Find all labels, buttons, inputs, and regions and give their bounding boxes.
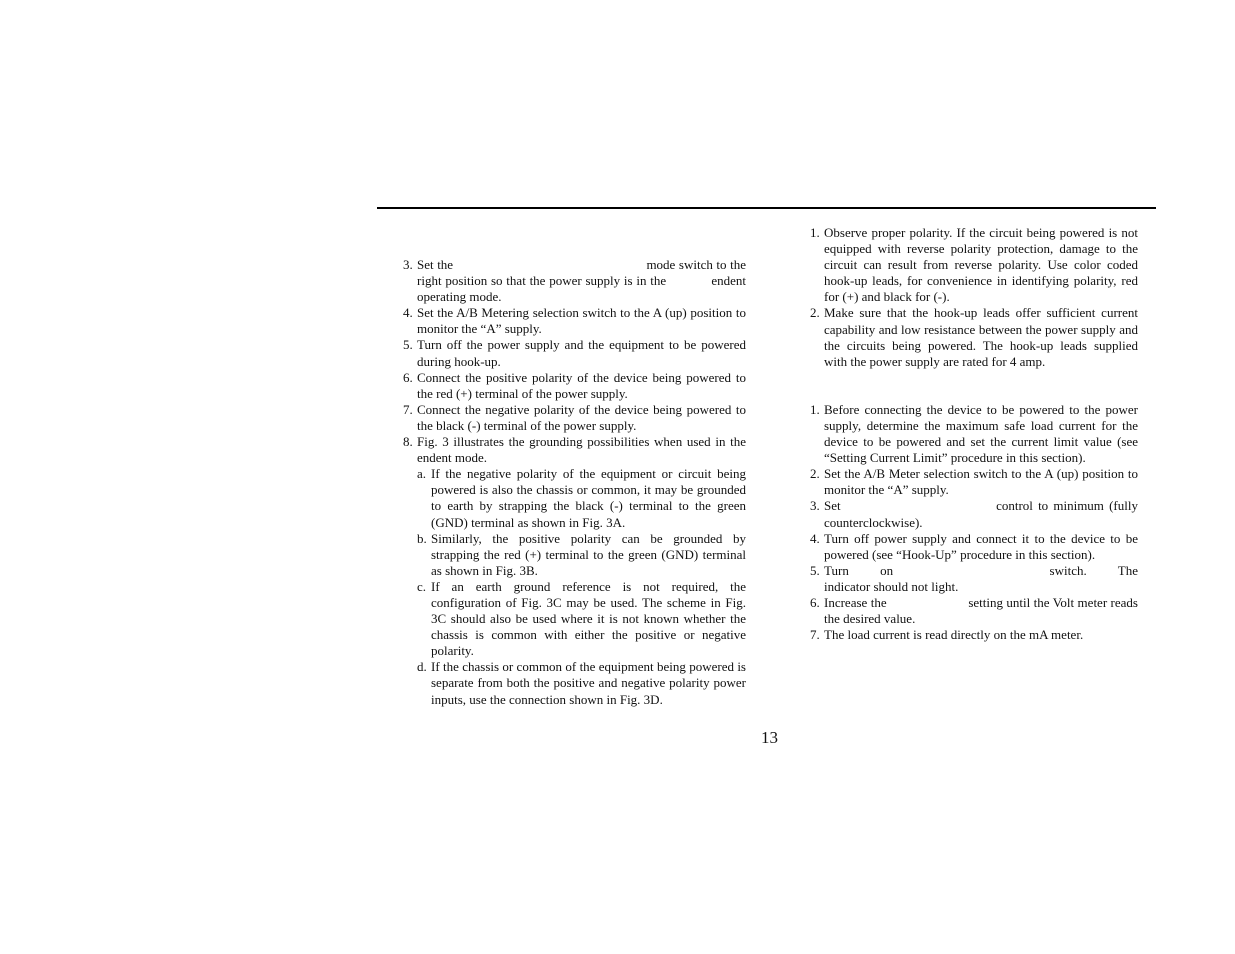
list-item: 1. Observe proper polarity. If the circuit being powered is not equipped with reverse polarity protection, damage to the circuit can result from reverse polarity. Use color coded hook-up leads, for convenience in identifying polarity, red for (+) and black for (-). — [810, 225, 1138, 305]
item-text: Set the A/B Meter selection switch to the A (up) position to monitor the “A” supply. — [824, 466, 1138, 498]
item-text: Before connecting the device to be powered to the power supply, determine the maximum safe load current for the device to be powered and set the current limit value (see “Setting Current Limit” procedure in this section). — [824, 401, 1138, 466]
sub-item-text: If the negative polarity of the equipment or circuit being powered is also the chassis or common, it may be grounded to earth by strapping the black (-) terminal to the green (GND) terminal as shown in Fig. 3A. — [431, 466, 746, 530]
list-item: 7. The load current is read directly on the mA meter. — [810, 627, 1084, 643]
item-text: The load current is read directly on the mA meter. — [824, 627, 1084, 643]
item-text: Set the A/B Metering selection switch to the A (up) position to monitor the “A” supply. — [417, 305, 746, 337]
item-text: Turn on switch. The indicator should not light. — [824, 562, 1229, 594]
list-item: 6. Increase the setting until the Volt meter reads the desired value. — [810, 594, 1142, 627]
item-text: Set the mode switch to the right position so that the power supply is in the endent operating mode. — [417, 257, 750, 305]
page-number: 13 — [761, 728, 778, 747]
list-item: 2. Make sure that the hook-up leads offer sufficient current capability and low resistance between the power supply and the circuits being powered. The hook-up leads supplied with the power supply are rated for 4 amp. — [810, 305, 1138, 369]
item-text: Connect the positive polarity of the device being powered to the red (+) terminal of the power supply. — [417, 369, 746, 401]
sub-item: c. If an earth ground reference is not required, the configuration of Fig. 3C may be used. The scheme in Fig. 3C should also be used where it is not known whether the chassis is common with either the positive or negative polarity. — [417, 578, 746, 659]
list-item: 8. Fig. 3 illustrates the grounding possibilities when used in the endent mode. — [403, 434, 792, 466]
list-item: 3. Set the mode switch to the right position so that the power supply is in the endent operating mode. — [403, 257, 750, 305]
list-item: 4. Turn off power supply and connect it to the device to be powered (see “Hook-Up” procedure in this section). — [810, 530, 1138, 562]
item-text: Connect the negative polarity of the device being powered to the black (-) terminal of the power supply. — [417, 401, 746, 433]
item-text: Turn off power supply and connect it to the device to be powered (see “Hook-Up” procedure in this section). — [824, 530, 1138, 562]
sub-item-text: Similarly, the positive polarity can be grounded by strapping the red (+) terminal to the green (GND) terminal as shown in Fig. 3B. — [431, 530, 746, 578]
sub-item: d. If the chassis or common of the equipment being powered is separate from both the positive and negative polarity power inputs, use the connection shown in Fig. 3D. — [417, 659, 746, 707]
section-gap — [810, 370, 1138, 402]
list-item: 2. Set the A/B Meter selection switch to the A (up) position to monitor the “A” supply. — [810, 466, 1138, 498]
list-item: 1. Before connecting the device to be powered to the power supply, determine the maximum safe load current for the device to be powered and set the current limit value (see “Setting Current Limit” procedure in this section). — [810, 401, 1138, 466]
item-text: Turn off the power supply and the equipment to be powered during hook-up. — [417, 337, 746, 369]
list-item: 3. Set control to minimum (fully counterclockwise). — [810, 498, 1142, 530]
list-item: 5. Turn off the power supply and the equipment to be powered during hook-up. — [403, 337, 746, 369]
list-item: 4. Set the A/B Metering selection switch to the A (up) position to monitor the “A” supply. — [403, 305, 746, 337]
header-rule — [377, 207, 1156, 209]
item-text: Fig. 3 illustrates the grounding possibilities when used in the endent mode. — [417, 434, 792, 466]
list-item: 5. Turn on switch. The indicator should not light. — [810, 562, 1229, 594]
sub-item-text: If an earth ground reference is not required, the configuration of Fig. 3C may be used. The scheme in Fig. 3C should also be used where it is not known whether the chassis is common with either the positive or negative polarity. — [431, 578, 746, 659]
list-item: 7. Connect the negative polarity of the device being powered to the black (-) terminal of the power supply. — [403, 401, 746, 433]
right-column — [810, 225, 1229, 643]
sub-item: b. Similarly, the positive polarity can be grounded by strapping the red (+) terminal to the green (GND) terminal as shown in Fig. 3B. — [417, 530, 746, 578]
item-text: Set control to minimum (fully counterclockwise). — [824, 498, 1142, 530]
item-text: Observe proper polarity. If the circuit being powered is not equipped with reverse polarity protection, damage to the circuit can result from reverse polarity. Use color coded hook-up leads, for convenience in identifying polarity, red for (+) and black for (-). — [824, 225, 1138, 305]
item-text: Increase the setting until the Volt meter reads the desired value. — [824, 594, 1142, 627]
list-item: 6. Connect the positive polarity of the device being powered to the red (+) terminal of the power supply. — [403, 369, 746, 401]
sub-item-text: If the chassis or common of the equipment being powered is separate from both the positive and negative polarity power inputs, use the connection shown in Fig. 3D. — [431, 659, 746, 707]
left-column — [403, 257, 792, 708]
sub-item: a. If the negative polarity of the equipment or circuit being powered is also the chassis or common, it may be grounded to earth by strapping the black (-) terminal to the green (GND) terminal as shown in Fig. 3A. — [417, 466, 746, 530]
item-text: Make sure that the hook-up leads offer sufficient current capability and low resistance between the power supply and the circuits being powered. The hook-up leads supplied with the power supply are rated for 4 amp. — [824, 305, 1138, 369]
